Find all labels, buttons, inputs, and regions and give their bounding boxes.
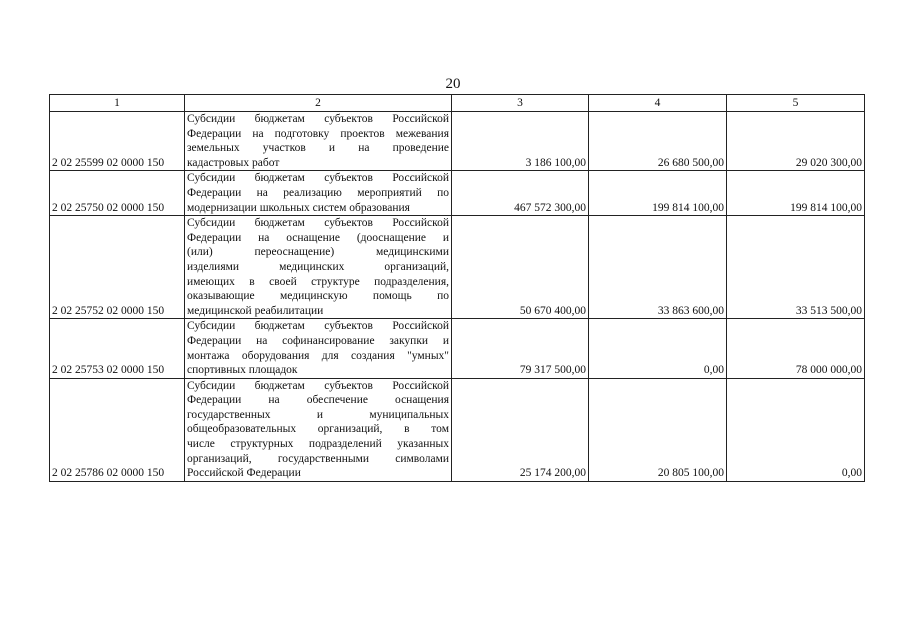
description-line: медицинской реабилитации <box>187 304 324 317</box>
description-line: Субсидии бюджетам субъектов Российской <box>187 320 449 333</box>
row-description <box>185 319 452 378</box>
table-row <box>50 319 865 378</box>
description-line: (или) переоснащение) медицинскими <box>187 246 449 259</box>
row-description <box>185 112 452 171</box>
budget-table <box>49 94 865 482</box>
description-line: Российской Федерации <box>187 467 301 480</box>
amount-col4: 33 863 600,00 <box>589 216 727 319</box>
description-line: кадастровых работ <box>187 156 280 169</box>
description-line: оказывающие медицинскую помощь по <box>187 290 449 303</box>
amount-col5: 33 513 500,00 <box>727 216 865 319</box>
table-row <box>50 171 865 216</box>
description-line: изделиями медицинских организаций, <box>187 260 449 273</box>
description-line: Федерации на подготовку проектов межевания <box>187 127 449 140</box>
table-row <box>50 378 865 481</box>
description-line: Субсидии бюджетам субъектов Российской <box>187 217 449 230</box>
amount-col4: 20 805 100,00 <box>589 378 727 481</box>
amount-col5: 29 020 300,00 <box>727 112 865 171</box>
description-line: числе структурных подразделений указанных <box>187 438 449 451</box>
column-header-1: 1 <box>50 95 185 112</box>
amount-col4: 26 680 500,00 <box>589 112 727 171</box>
amount-col3: 467 572 300,00 <box>452 171 589 216</box>
column-header-4: 4 <box>589 95 727 112</box>
budget-code: 2 02 25786 02 0000 150 <box>50 378 185 481</box>
column-header-5: 5 <box>727 95 865 112</box>
description-line: Федерации на софинансирование закупки и <box>187 334 449 347</box>
amount-col3: 50 670 400,00 <box>452 216 589 319</box>
row-description <box>185 216 452 319</box>
description-line: Федерации на обеспечение оснащения <box>187 394 449 407</box>
table-row <box>50 112 865 171</box>
amount-col5: 0,00 <box>727 378 865 481</box>
budget-code: 2 02 25750 02 0000 150 <box>50 171 185 216</box>
budget-code: 2 02 25753 02 0000 150 <box>50 319 185 378</box>
description-line: государственных и муниципальных <box>187 408 449 421</box>
description-line: земельных участков и на проведение <box>187 142 449 155</box>
budget-code: 2 02 25752 02 0000 150 <box>50 216 185 319</box>
amount-col4: 199 814 100,00 <box>589 171 727 216</box>
description-line: Федерации на оснащение (дооснащение и <box>187 231 449 244</box>
column-header-3: 3 <box>452 95 589 112</box>
amount-col3: 3 186 100,00 <box>452 112 589 171</box>
header-row <box>50 95 865 112</box>
amount-col3: 79 317 500,00 <box>452 319 589 378</box>
description-line: монтажа оборудования для создания "умных" <box>187 349 449 362</box>
description-line: Субсидии бюджетам субъектов Российской <box>187 379 449 392</box>
row-description <box>185 171 452 216</box>
budget-code: 2 02 25599 02 0000 150 <box>50 112 185 171</box>
description-line: модернизации школьных систем образования <box>187 201 410 214</box>
column-header-2: 2 <box>185 95 452 112</box>
description-line: имеющих в своей структуре подразделения, <box>187 275 449 288</box>
description-line: Федерации на реализацию мероприятий по <box>187 186 449 199</box>
amount-col3: 25 174 200,00 <box>452 378 589 481</box>
description-line: Субсидии бюджетам субъектов Российской <box>187 172 449 185</box>
description-line: общеобразовательных организаций, в том <box>187 423 449 436</box>
amount-col5: 199 814 100,00 <box>727 171 865 216</box>
amount-col4: 0,00 <box>589 319 727 378</box>
description-line: спортивных площадок <box>187 364 298 377</box>
description-line: организаций, государственными символами <box>187 452 449 465</box>
description-line: Субсидии бюджетам субъектов Российской <box>187 113 449 125</box>
amount-col5: 78 000 000,00 <box>727 319 865 378</box>
row-description <box>185 378 452 481</box>
page-number: 20 <box>445 76 461 92</box>
table-row <box>50 216 865 319</box>
